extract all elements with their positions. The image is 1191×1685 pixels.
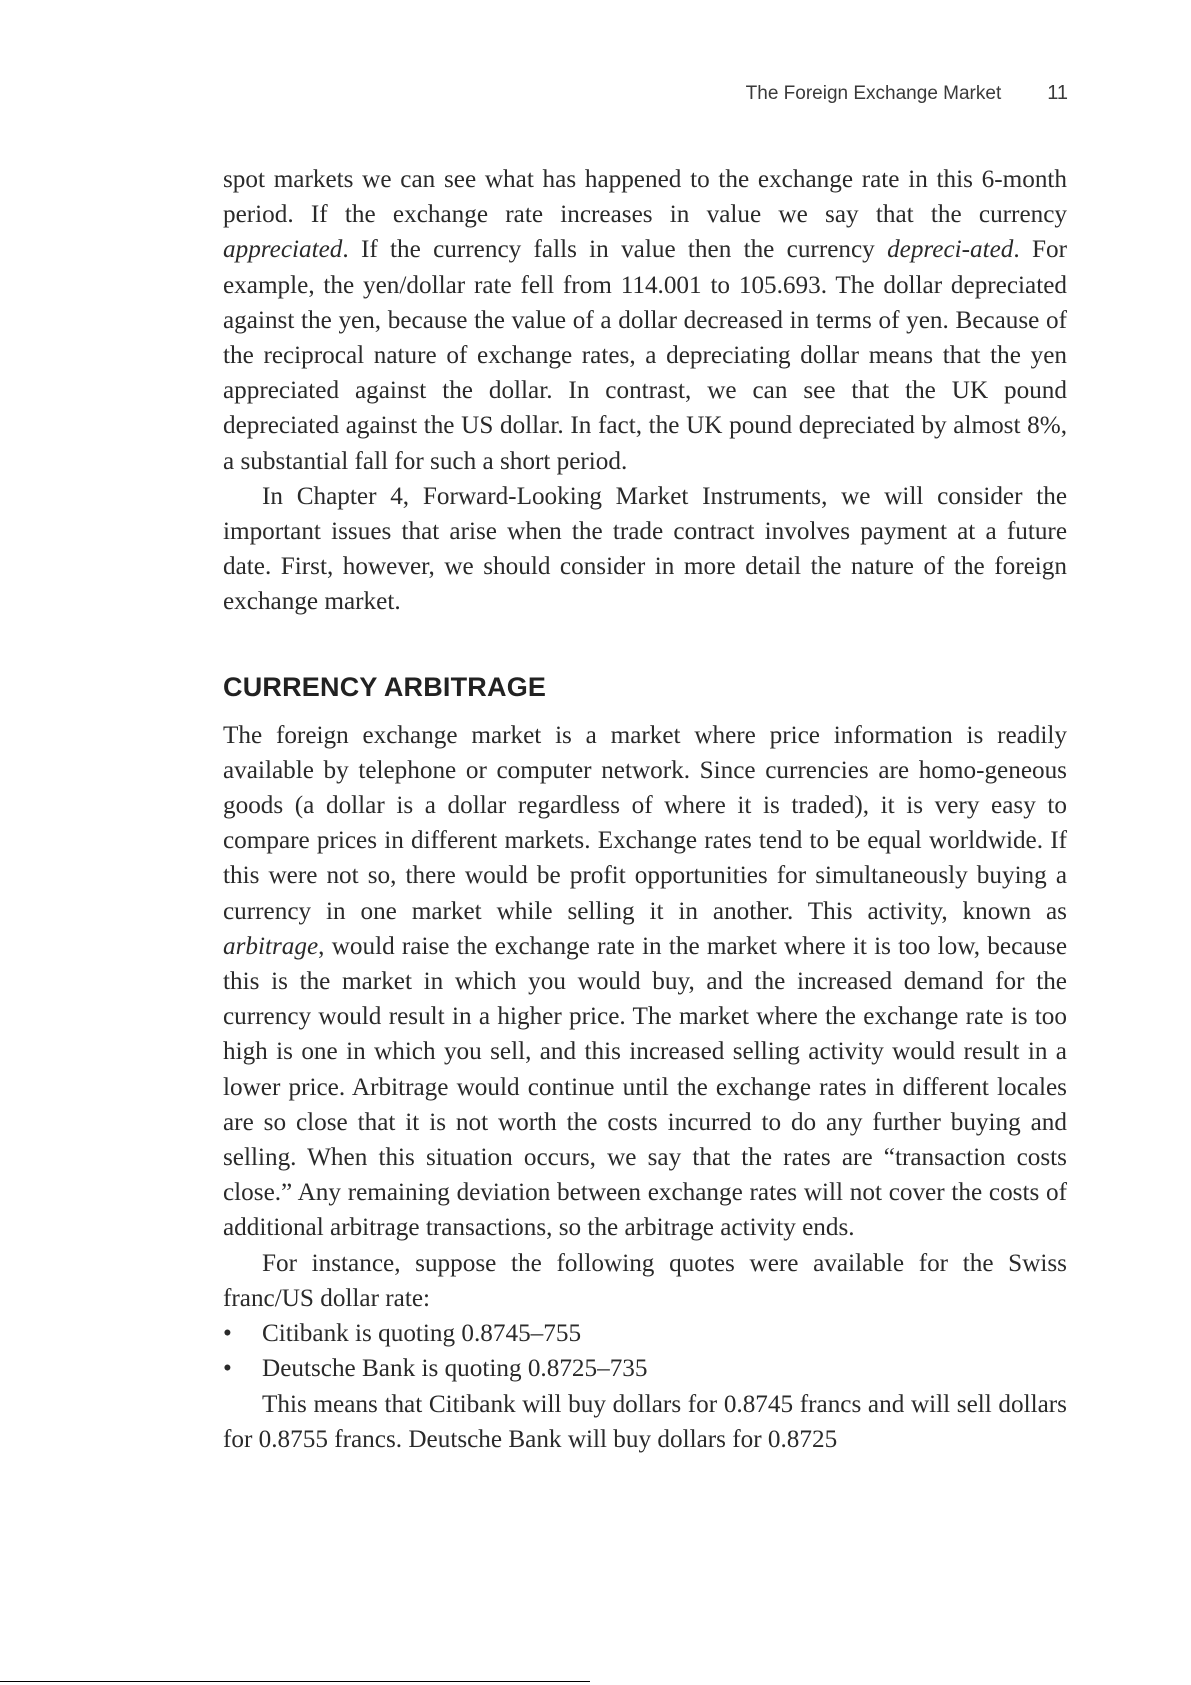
quote-list <box>223 1316 1067 1386</box>
list-item <box>223 1316 1067 1351</box>
paragraph-text: . If the currency falls in value then the currency <box>342 236 888 264</box>
paragraph-swiss-franc: For instance, suppose the following quotes were available for the Swiss franc/US dollar rate: <box>223 1249 1067 1312</box>
running-header <box>0 82 1068 105</box>
paragraph-text: . For example, the yen/dollar rate fell from 114.001 to 105.693. The dollar depreciated against the yen, because the value of a dollar decreased in terms of yen. Because of the reciprocal nature of exchange rates, a depreciating dollar means that the yen appreciated against the dollar. In contrast, we can see that the UK pound depreciated against the US dollar. In fact, the UK pound depreciated by almost 8%, a substantial fall for such a short period. <box>223 236 1067 475</box>
paragraph-spot-markets <box>223 162 1067 479</box>
list-item <box>223 1351 1067 1386</box>
paragraph-chapter-4: In Chapter 4, Forward-Looking Market Instruments, we will consider the important issues that arise when the trade contract involves payment at a future date. First, however, we should consider in more detail the nature of the foreign exchange market. <box>223 482 1067 616</box>
paragraph-text: The foreign exchange market is a market where price information is readily available by telephone or computer network. Since currencies are homo-geneous goods (a dollar is a dollar regardless of where it is traded), it is very easy to compare prices in different markets. Exchange rates tend to be equal worldwide. If this were not so, there would be profit opportunities for simultaneously buying a currency in one market while selling it in another. This activity, known as <box>223 721 1067 925</box>
running-header-title: The Foreign Exchange Market <box>745 83 1002 104</box>
footer-rule <box>0 1681 590 1682</box>
paragraph-text: , would raise the exchange rate in the market where it is too low, because this is the market in which you would buy, and the increased demand for the currency would result in a higher price. The market where the exchange rate is too high is one in which you sell, and this increased selling activity would result in a lower price. Arbitrage would continue until the exchange rates in different locales are so close that it is not worth the costs incurred to do any further buying and selling. When this situation occurs, we say that the rates are “transaction costs close.” Any remaining deviation between exchange rates will not cover the costs of additional arbitrage transactions, so the arbitrage activity ends. <box>223 932 1067 1242</box>
emphasis-appreciated: appreciated <box>223 236 343 264</box>
paragraph-text: spot markets we can see what has happened to the exchange rate in this 6-month period. If the exchange rate increases in value we say that the currency <box>223 166 1067 229</box>
bullet-icon: • <box>223 1355 232 1383</box>
paragraph-citibank: This means that Citibank will buy dollars for 0.8745 francs and will sell dollars for 0.8755 francs. Deutsche Bank will buy dollars for 0.8725 <box>223 1390 1067 1453</box>
page-body <box>223 162 1067 1457</box>
emphasis-arbitrage: arbitrage <box>223 932 319 960</box>
paragraph-arbitrage <box>223 718 1067 1246</box>
emphasis-depreciated: depreci-ated <box>887 236 1014 264</box>
bullet-icon: • <box>223 1320 232 1348</box>
list-item-text: Citibank is quoting 0.8745–755 <box>262 1320 582 1348</box>
section-heading: CURRENCY ARBITRAGE <box>223 671 547 702</box>
list-item-text: Deutsche Bank is quoting 0.8725–735 <box>262 1355 648 1383</box>
page-number: 11 <box>1047 82 1068 104</box>
